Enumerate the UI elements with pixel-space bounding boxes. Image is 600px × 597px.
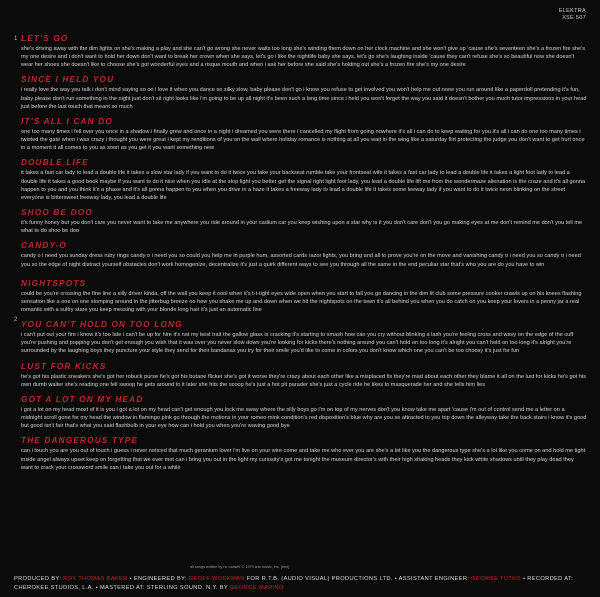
song-title: YOU CAN'T HOLD ON TOO LONG — [21, 320, 183, 330]
song-title: SINCE I HELD YOU — [21, 75, 115, 85]
song-title: GOT A LOT ON MY HEAD — [21, 394, 144, 404]
song-lyrics: it takes a fast car lady to lead a double life it takes a slow star lady if you want to do it twice you take your backseat rumble take your frontseat wife it takes a fast car lady to lead a double life it takes a light foot lady to lead a double life it takes a good book maybe if you want to do it nice when you idle at the stop light you better get the signal right light foot lady, you lead a double life lift me from the wondermaze alienation is the craze and it's all gonna happen to you and you think it's a phase and it's all gonna happen to you when you drive in a haze it takes a freeway lady to lead a double life it takes some leeway lady if you want to do it twice neon blinking on the street everyone is bittersweet freeway lady, you lead a double life — [21, 170, 586, 201]
song-lyrics: candy o i need you sunday dress ruby rings candy o i need you so could you help me in purple hum, assorted cards razor lights, you bring and all to prove you're on the move and vanishing candy o i need you so candy o i need you so the edge of night distract yourself obstacles don't work homogenize, decentralize it's just a quirk different ways to see you through all the same in the end peculiar star that's who you are do you have to win — [21, 253, 581, 268]
song-lyrics: could be you're crossing the fine line a silly driver kinda, off the wall you keep it cool when it's t-t-tight eyes wide open when you start to fall you go dancing in the dim lit club some pressure cooker crawls up on his knees flashing sensation like a one on one stomping around in the jitterbug breeze oo how you shake me up and down when we hit the nightspots on the town it's all behind you when you do catch on you keep your lovers in a penny jar a real romantic with a sultry stare you keep messing with your blonde long hair it's just an automatic line — [21, 290, 582, 313]
song-title: NIGHTSPOTS — [21, 278, 87, 288]
song-lyrics: one too many times i fell over you once in a shadow i finally grew and once in a night i dreamed you were there i cancelled my flight from going nowhere it's all i can do to keep waiting for you it's all i can do one too many times i twisted the gate when i was crazy i thought you were great i kept my renditions of you on the wall where holiday romance is nothing at all you wait in the wing like a saturday flirt protecting the judge you don't want to get hurt once in a moment it all comes to you as soon as you get it you want something new — [21, 128, 585, 152]
song-you-cant-hold-on-too-long — [21, 320, 587, 355]
song-lyrics: can i touch you are you out of touch i guess i never noticed that much geranium lover i'm live on your wire come and take me who ever you are she's a lot like you the dangerous type she's a lot like you come on and hold me tight inside angel always upset keep on forgetting that we ever met can i bring you out in the light my curiosity's got me tonight the museum director's with their high shaking heads they kick white shadows until they play dead they want to crack your crossword smile can i take you out for a while — [21, 448, 586, 471]
song-title: IT'S ALL I CAN DO — [21, 116, 113, 126]
song-lets-go — [21, 34, 587, 69]
song-candy-o — [21, 241, 587, 268]
credit-text: • RECORDED AT: CHEROKEE STUDIOS, L.A. • MASTERED AT: STERLING SOUND, N.Y. BY — [14, 576, 574, 591]
credit-producer: ROY THOMAS BAKER — [63, 576, 128, 582]
copyright-note: all songs written by ric ocasek © 1979 lido music, inc. (bmi) — [190, 565, 290, 569]
song-double-life — [21, 158, 587, 202]
song-title: THE DANGEROUS TYPE — [21, 436, 139, 446]
side-marker-1: 1 — [14, 36, 18, 42]
song-title: LET'S GO — [21, 34, 69, 43]
song-nightspots — [21, 279, 587, 314]
song-lyrics: it's funny honey but you don't care you never want to take me anywhere you ride around in your cadium car you keep wishing upon a star why is it you don't care don't you go making eyes at me don't remind me don't you tell me what to do shoo be doo — [21, 220, 583, 235]
song-lyrics: i can't put out your fire i know it's too late i can't be up for hire it's not my best trait the gallow glass is cracking it's starting to smash how can you cry without blinking a lash you're feeling cross and wavy on the edge of the cuff you're pushing and popping you don't get enough you wish that it was over you never slow down you're looking for kicks there's nothing around you can't hold on too long it's alright you can't hold on too long it's alright you're surrounded by the laughing boys they puncture your style they send for their bandanas you try for their smile you'd like to come in colors you don't know which one you can't be too choosy it's just for fun — [21, 332, 574, 355]
song-lust-for-kicks — [21, 362, 587, 389]
label-catalog — [559, 8, 586, 22]
song-got-a-lot-on-my-head — [21, 395, 587, 430]
catalog-number: XSE 507 — [562, 15, 586, 21]
side-marker-2: 2 — [14, 317, 18, 323]
song-title: DOUBLE LIFE — [21, 158, 89, 168]
song-title: SHOO BE DOO — [21, 208, 93, 218]
lyrics-sheet — [21, 34, 587, 478]
label-name: ELEKTRA — [558, 8, 586, 14]
credit-engineer: GEOFF WORKMAN — [188, 576, 245, 582]
song-lyrics: he's got his plastic sneakers she's got her robuck purse he's got his butane flicker she's got it worse they're crazy about each other like a misplaced fix they're mad about each other they blame it all on the lust for kicks he's got his own dumb waiter she's reading one fell swoop he gets around to it later she hits the scoop he's just a hot pit parader she's just a cycle ride he likes to masquerade her and she tells him lies — [21, 373, 586, 388]
production-credits — [14, 575, 590, 592]
credit-text: FOR R.T.B. (AUDIO VISUAL) PRODUCTIONS LTD. • ASSISTANT ENGINEER: — [244, 576, 472, 582]
credit-mastering: GEORGE MARINO — [229, 584, 284, 591]
song-lyrics: she's driving away with the dim lights on she's making a play and she can't go wrong she never waits too long she's winding them down on her clock machine and she won't give up 'cause she's seventeen she's a frozen fire she's my one desire and i don't want to hold her down don't want to break her crown when she says, let's go i like the nightlife baby she says, let's go she's laughing inside 'cause they can't refuse she's so beautiful now she doesn't wear her shoes she doesn't like to choose she's got wonderful eyes and a risque mouth and when i ask her before she said she's holding out she's a frozen fire she's my one desire — [21, 46, 586, 69]
credit-assistant: GEORGE TUTKO — [471, 576, 522, 582]
song-lyrics: i really love the way you talk i don't mind saying so oo i love it when you dance so silky slow, baby please don't go i know you refuse to get involved you won't help me out none you run around like a paperdoll pretending it's fun, baby please don't run something in the night just don't sit right looks like i'm going to be up all night it's been such a long time since i held you won't forget the way you said it doesn't bother you much tutor impressions in your head just before the last touch that meant so much — [21, 87, 587, 110]
credit-text: • ENGINEERED BY: — [127, 576, 189, 582]
song-its-all-i-can-do — [21, 117, 587, 152]
song-lyrics: i got a lot on my head most of it is you i got a lot on my head can't get enough you lock me away where the silly boys go i'm on top of my nerves don't you know take me apart 'cause i'm out of control send me a letter on a midnight scroll gone for my head the window in flamingo pink go through the motions in your romeo mink condition's red disposition's blue why are you so attracted to you trip down the alleyway take the back stairs i know it's good but good isn't fair that's what you said flashbulb in your eye how can i hold you when you're waving good bye — [21, 406, 587, 430]
song-since-i-held-you — [21, 75, 587, 110]
song-title: LUST FOR KICKS — [21, 361, 107, 371]
song-title: CANDY-O — [21, 241, 67, 251]
credit-text: PRODUCED BY: — [14, 576, 64, 582]
song-shoo-be-doo — [21, 208, 587, 235]
song-the-dangerous-type — [21, 436, 587, 471]
